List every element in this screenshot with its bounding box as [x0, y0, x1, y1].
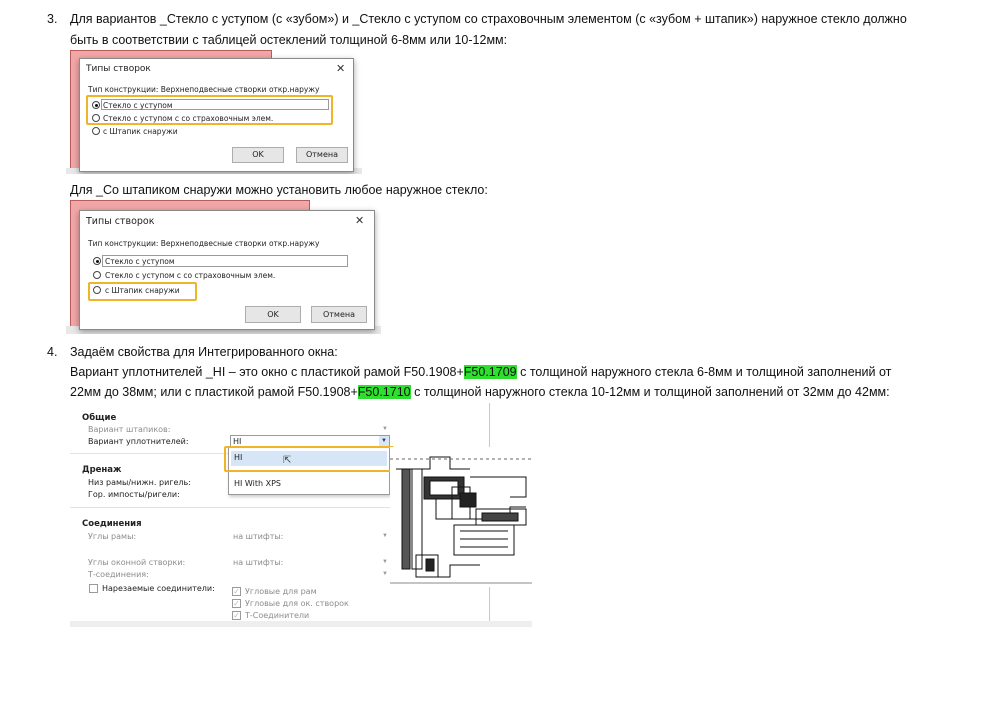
dialog-title: Типы створок: [86, 216, 155, 227]
frame-corners-value[interactable]: на штифты:: [233, 532, 284, 541]
dropdown-item-hi-xps[interactable]: HI With XPS: [234, 479, 282, 488]
highlight-frame: [224, 446, 394, 472]
threaded-label: Нарезаемые соединители:: [102, 584, 215, 593]
option-2-label: Стекло с уступом с со страховочным элем.: [103, 114, 274, 123]
frame-bottom-label: Низ рамы/нижн. ригель:: [88, 478, 191, 487]
profile-section-drawing: [390, 447, 532, 587]
chevron-down-icon: ▼: [382, 533, 388, 539]
cursor-icon: ⇱: [283, 455, 292, 466]
section-connections: Соединения: [82, 519, 142, 529]
dialog-screenshot-2: [66, 200, 381, 334]
mullions-label: Гор. импосты/ригели:: [88, 490, 180, 499]
t-joints-label: Т-соединения:: [88, 570, 149, 579]
item3-line2: быть в соответствии с таблицей остеклений толщиной 6-8мм или 10-12мм:: [70, 33, 508, 47]
frame-corners-label: Углы рамы:: [88, 532, 137, 541]
highlighted-code: F50.1709: [463, 365, 517, 379]
section-general: Общие: [82, 413, 117, 423]
properties-screenshot: [70, 403, 532, 627]
option-2-label: Стекло с уступом с со страховочным элем.: [105, 271, 276, 280]
seals-label: Вариант уплотнителей:: [88, 437, 189, 446]
beads-label: Вариант штапиков:: [88, 425, 171, 434]
check-t-joints-label: Т-Соединители: [245, 611, 310, 620]
radio-option-3[interactable]: [92, 127, 100, 135]
item4-line2: Вариант уплотнителей _HI – это окно с пластикой рамой F50.1908+F50.1709 с толщиной наружного стекла 6-8мм и толщиной заполнений от: [70, 365, 892, 379]
highlight-frame: [88, 282, 197, 301]
check-corner-frame-label: Угловые для рам: [245, 587, 317, 596]
chevron-down-icon: ▼: [382, 571, 388, 577]
dropdown-item-hi: HI: [234, 453, 243, 462]
chevron-down-icon: ▼: [382, 559, 388, 565]
dialog-title: Типы створок: [86, 64, 151, 74]
construction-type-label: Тип конструкции: Верхнеподвесные створки откр.наружу: [88, 85, 320, 94]
chevron-down-icon: ▼: [382, 426, 388, 432]
option-3-label: с Штапик снаружи: [103, 127, 178, 136]
check-corner-frame[interactable]: ✓: [233, 587, 240, 596]
sash-corners-value[interactable]: на штифты:: [233, 558, 284, 567]
item3-line1: Для вариантов _Стекло с уступом (с «зубом») и _Стекло с уступом со страховочным элементом (с «зубом + штапик») наружное стекло должно: [70, 12, 907, 26]
highlight-frame: [86, 95, 333, 125]
check-corner-sash[interactable]: ✓: [233, 599, 240, 608]
item4-line3: 22мм до 38мм; или с пластикой рамой F50.1908+F50.1710 с толщиной наружного стекла 10-12мм и толщиной заполнений от 32мм до 42мм:: [70, 385, 890, 399]
door-types-dialog: [79, 210, 375, 330]
construction-type-label: Тип конструкции: Верхнеподвесные створки откр.наружу: [88, 239, 320, 248]
close-icon[interactable]: ✕: [336, 62, 346, 75]
list-number-3: 3.: [47, 12, 58, 26]
radio-option-2[interactable]: [93, 271, 101, 279]
option-1-label: Стекло с уступом: [103, 101, 173, 110]
dialog-screenshot-1: [66, 50, 362, 174]
chevron-down-icon[interactable]: ▼: [379, 436, 389, 446]
check-corner-sash-label: Угловые для ок. створок: [245, 599, 349, 608]
radio-option-1[interactable]: [93, 257, 101, 265]
ok-button[interactable]: OK: [245, 306, 301, 323]
highlighted-code: F50.1710: [357, 385, 411, 399]
option-3-label: с Штапик снаружи: [105, 286, 180, 295]
ok-button[interactable]: OK: [232, 147, 284, 163]
close-icon[interactable]: ✕: [355, 214, 365, 227]
cancel-button[interactable]: Отмена: [311, 306, 367, 323]
check-t-joints[interactable]: ✓: [233, 611, 240, 620]
seals-value: HI: [233, 437, 242, 446]
section-drainage: Дренаж: [82, 465, 122, 475]
threaded-checkbox[interactable]: [89, 584, 98, 593]
item4-line1: Задаём свойства для Интегрированного окна:: [70, 345, 338, 359]
item3-note: Для _Со штапиком снаружи можно установить любое наружное стекло:: [70, 183, 488, 197]
list-number-4: 4.: [47, 345, 58, 359]
option-1-label: Стекло с уступом: [105, 257, 175, 266]
sash-corners-label: Углы оконной створки:: [88, 558, 186, 567]
cancel-button[interactable]: Отмена: [296, 147, 348, 163]
